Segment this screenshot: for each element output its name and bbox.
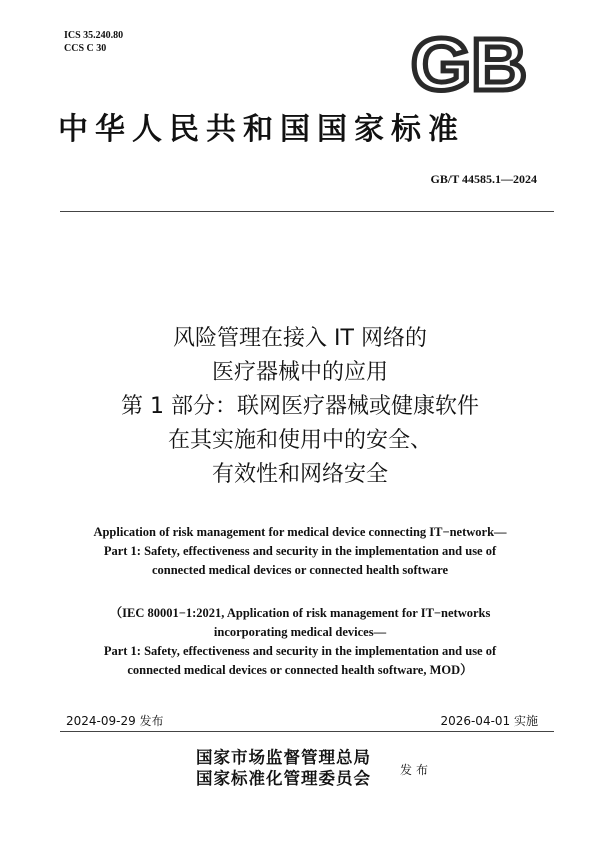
title-zh-line-3: 第 1 部分：联网医疗器械或健康软件 (121, 394, 479, 419)
issuer-samr: 国家市场监督管理总局 (196, 748, 371, 767)
title-en-line-3: connected medical devices or connected health software (151, 563, 448, 577)
standard-number: GB/T 44585.1—2024 (430, 172, 537, 186)
publish-label: 发布 (400, 763, 433, 777)
top-divider (60, 211, 554, 212)
gb-logo-text: GB (411, 30, 527, 96)
ics-code: ICS 35.240.80 (64, 30, 124, 41)
adoption-line-1: （IEC 80001−1:2021, Application of risk management for IT−networks (109, 606, 491, 620)
bottom-divider (60, 731, 554, 732)
ccs-code: CCS C 30 (64, 43, 107, 54)
title-zh-line-2: 医疗器械中的应用 (211, 360, 388, 385)
title-en-line-1: Application of risk management for medical device connecting IT−network— (93, 525, 507, 539)
gb-logo (408, 30, 530, 96)
title-en-line-2: Part 1: Safety, effectiveness and security in the implementation and use of (103, 544, 497, 558)
issuer-sac: 国家标准化管理委员会 (196, 769, 371, 788)
adoption-line-2: incorporating medical devices— (213, 625, 387, 639)
title-zh-line-4: 在其实施和使用中的安全、 (167, 428, 432, 453)
adoption-note (0, 604, 600, 680)
title-zh-line-5: 有效性和网络安全 (211, 462, 388, 487)
implement-date: 2026-04-01 实施 (440, 714, 538, 728)
title-en (0, 523, 600, 580)
national-standard-heading: 中华人民共和国国家标准 (58, 112, 465, 147)
issue-date: 2024-09-29 发布 (66, 714, 164, 728)
title-zh-line-1: 风险管理在接入 IT 网络的 (173, 326, 427, 351)
adoption-line-4: connected medical devices or connected health software, MOD） (127, 663, 473, 677)
adoption-line-3: Part 1: Safety, effectiveness and security in the implementation and use of (103, 644, 497, 658)
